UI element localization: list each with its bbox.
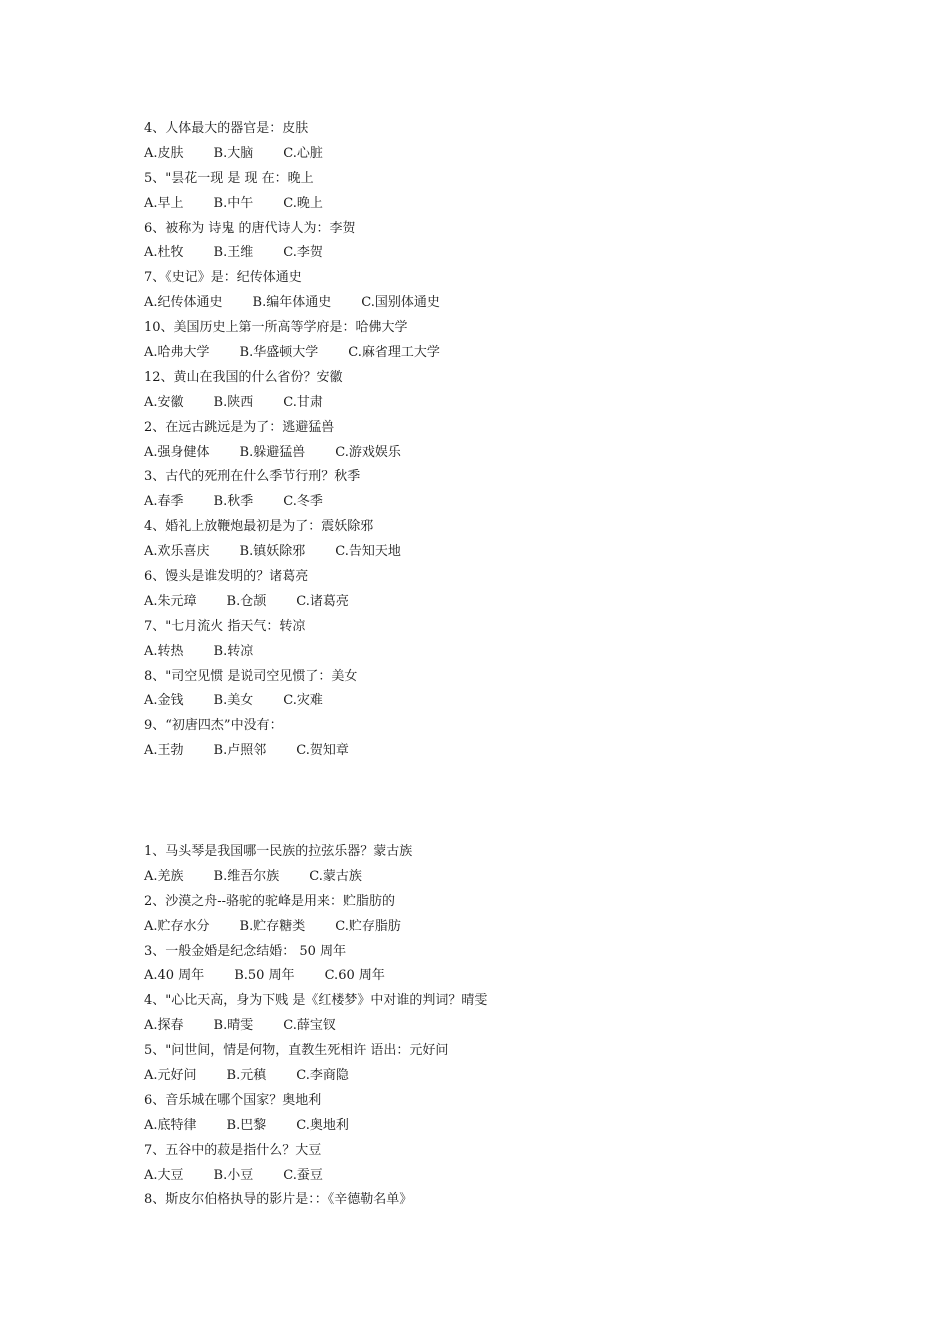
answer-option: A.40 周年 bbox=[144, 968, 205, 984]
answer-option: C.冬季 bbox=[283, 494, 323, 510]
answer-option: B.仓颉 bbox=[226, 593, 267, 609]
answer-option: B.维吾尔族 bbox=[213, 868, 280, 884]
answer-option: C.游戏娱乐 bbox=[335, 444, 401, 460]
question-text: 4、人体最大的器官是：皮肤 bbox=[144, 121, 309, 136]
question-text: 6、被称为 诗鬼 的唐代诗人为：李贺 bbox=[144, 220, 356, 236]
answer-option: A.元好问 bbox=[144, 1068, 197, 1084]
answer-options bbox=[144, 441, 440, 466]
answer-option: A.强身健体 bbox=[144, 444, 210, 460]
answer-options bbox=[144, 689, 440, 714]
answer-option: B.陕西 bbox=[213, 394, 254, 410]
answer-option: C.晚上 bbox=[283, 195, 323, 211]
answer-options bbox=[144, 1114, 487, 1139]
answer-option: C.60 周年 bbox=[324, 968, 385, 984]
answer-option: A.探春 bbox=[144, 1018, 184, 1034]
answer-option: C.蚕豆 bbox=[283, 1167, 323, 1183]
answer-option: C.告知天地 bbox=[335, 544, 401, 560]
question-text: 2、在远古跳远是为了：逃避猛兽 bbox=[144, 419, 335, 435]
answer-option: A.春季 bbox=[144, 494, 184, 510]
answer-options bbox=[144, 341, 440, 366]
answer-option: A.朱元璋 bbox=[144, 593, 197, 609]
answer-option: C.贺知章 bbox=[296, 743, 349, 759]
answer-option: B.美女 bbox=[213, 693, 254, 709]
answer-option: C.李商隐 bbox=[296, 1068, 349, 1084]
answer-option: B.转凉 bbox=[213, 643, 254, 659]
answer-option: B.秋季 bbox=[213, 494, 254, 510]
answer-option: A.羌族 bbox=[144, 868, 184, 884]
answer-option: B.卢照邻 bbox=[213, 743, 267, 759]
answer-option: B.小豆 bbox=[213, 1167, 254, 1183]
question-text: 8、"司空见惯 是说司空见惯了：美女 bbox=[144, 668, 358, 684]
answer-options bbox=[144, 964, 487, 989]
answer-option: C.甘肃 bbox=[283, 394, 323, 410]
answer-options bbox=[144, 391, 440, 416]
question-text: 7、"七月流火 指天气：转凉 bbox=[144, 618, 306, 634]
answer-options bbox=[144, 865, 487, 890]
answer-option: B.贮存糖类 bbox=[239, 918, 306, 934]
answer-option: C.李贺 bbox=[283, 245, 323, 261]
answer-options bbox=[144, 241, 440, 266]
question-text: 7、五谷中的菽是指什么？大豆 bbox=[144, 1142, 322, 1158]
question-text: 3、古代的死刑在什么季节行刑？秋季 bbox=[144, 469, 361, 485]
answer-option: C.蒙古族 bbox=[309, 868, 362, 884]
answer-option: A.金钱 bbox=[144, 693, 184, 709]
question-text: 4、婚礼上放鞭炮最初是为了：震妖除邪 bbox=[144, 519, 374, 535]
question-text: 9、“初唐四杰”中没有： bbox=[144, 718, 283, 734]
question-text: 2、沙漠之舟--骆驼的驼峰是用来：贮脂肪的 bbox=[144, 893, 396, 909]
answer-options bbox=[144, 1064, 487, 1089]
answer-option: B.50 周年 bbox=[234, 968, 295, 984]
answer-options bbox=[144, 540, 440, 565]
answer-option: B.巴黎 bbox=[226, 1117, 267, 1133]
answer-option: A.安徽 bbox=[144, 394, 184, 410]
answer-option: A.底特律 bbox=[144, 1117, 197, 1133]
answer-options bbox=[144, 1014, 487, 1039]
question-text: 6、音乐城在哪个国家？奥地利 bbox=[144, 1092, 322, 1108]
answer-option: C.奥地利 bbox=[296, 1117, 349, 1133]
answer-option: A.杜牧 bbox=[144, 245, 184, 261]
answer-option: A.欢乐喜庆 bbox=[144, 544, 210, 560]
answer-option: B.元稹 bbox=[226, 1068, 267, 1084]
answer-option: B.编年体通史 bbox=[252, 295, 332, 311]
answer-option: C.心脏 bbox=[283, 145, 323, 161]
question-text: 1、马头琴是我国哪一民族的拉弦乐器？蒙古族 bbox=[144, 844, 413, 859]
question-text: 5、"昙花一现 是 现 在：晚上 bbox=[144, 170, 314, 186]
answer-options bbox=[144, 291, 440, 316]
answer-options bbox=[144, 739, 440, 764]
question-text: 3、一般金婚是纪念结婚： 50 周年 bbox=[144, 943, 347, 959]
answer-option: A.哈弗大学 bbox=[144, 345, 210, 361]
question-text: 6、馒头是谁发明的？诸葛亮 bbox=[144, 569, 309, 585]
answer-options bbox=[144, 192, 440, 217]
question-text: 8、斯皮尔伯格执导的影片是：：《辛德勒名单》 bbox=[144, 1192, 413, 1208]
answer-option: B.晴雯 bbox=[213, 1018, 254, 1034]
question-text: 7、《史记》是：纪传体通史 bbox=[144, 270, 302, 286]
answer-options bbox=[144, 1164, 487, 1189]
answer-options bbox=[144, 915, 487, 940]
answer-options bbox=[144, 142, 440, 167]
answer-options bbox=[144, 640, 440, 665]
answer-option: C.诸葛亮 bbox=[296, 593, 349, 609]
answer-option: A.纪传体通史 bbox=[144, 295, 223, 311]
question-text: 10、美国历史上第一所高等学府是：哈佛大学 bbox=[144, 320, 408, 336]
answer-option: B.华盛顿大学 bbox=[239, 345, 319, 361]
answer-options bbox=[144, 590, 440, 615]
quiz-section-2 bbox=[144, 840, 487, 1213]
answer-option: A.皮肤 bbox=[144, 145, 184, 161]
answer-option: C.灾难 bbox=[283, 693, 323, 709]
answer-option: B.镇妖除邪 bbox=[239, 544, 306, 560]
answer-option: C.麻省理工大学 bbox=[348, 345, 440, 361]
answer-options bbox=[144, 490, 440, 515]
quiz-section-1 bbox=[144, 117, 440, 764]
question-text: 5、"问世间，情是何物，直教生死相许 语出：元好问 bbox=[144, 1043, 449, 1059]
answer-option: A.王勃 bbox=[144, 743, 184, 759]
question-text: 4、"心比天高，身为下贱 是《红楼梦》中对谁的判词？晴雯 bbox=[144, 993, 488, 1009]
answer-option: C.贮存脂肪 bbox=[335, 918, 401, 934]
answer-option: B.大脑 bbox=[213, 145, 254, 161]
answer-option: A.转热 bbox=[144, 643, 184, 659]
answer-option: B.王维 bbox=[213, 245, 254, 261]
answer-option: B.躲避猛兽 bbox=[239, 444, 306, 460]
answer-option: C.薛宝钗 bbox=[283, 1018, 336, 1034]
answer-option: A.贮存水分 bbox=[144, 918, 210, 934]
answer-option: C.国别体通史 bbox=[361, 295, 440, 311]
answer-option: B.中午 bbox=[213, 195, 254, 211]
answer-option: A.早上 bbox=[144, 195, 184, 211]
question-text: 12、黄山在我国的什么省份？安徽 bbox=[144, 369, 343, 385]
answer-option: A.大豆 bbox=[144, 1167, 184, 1183]
